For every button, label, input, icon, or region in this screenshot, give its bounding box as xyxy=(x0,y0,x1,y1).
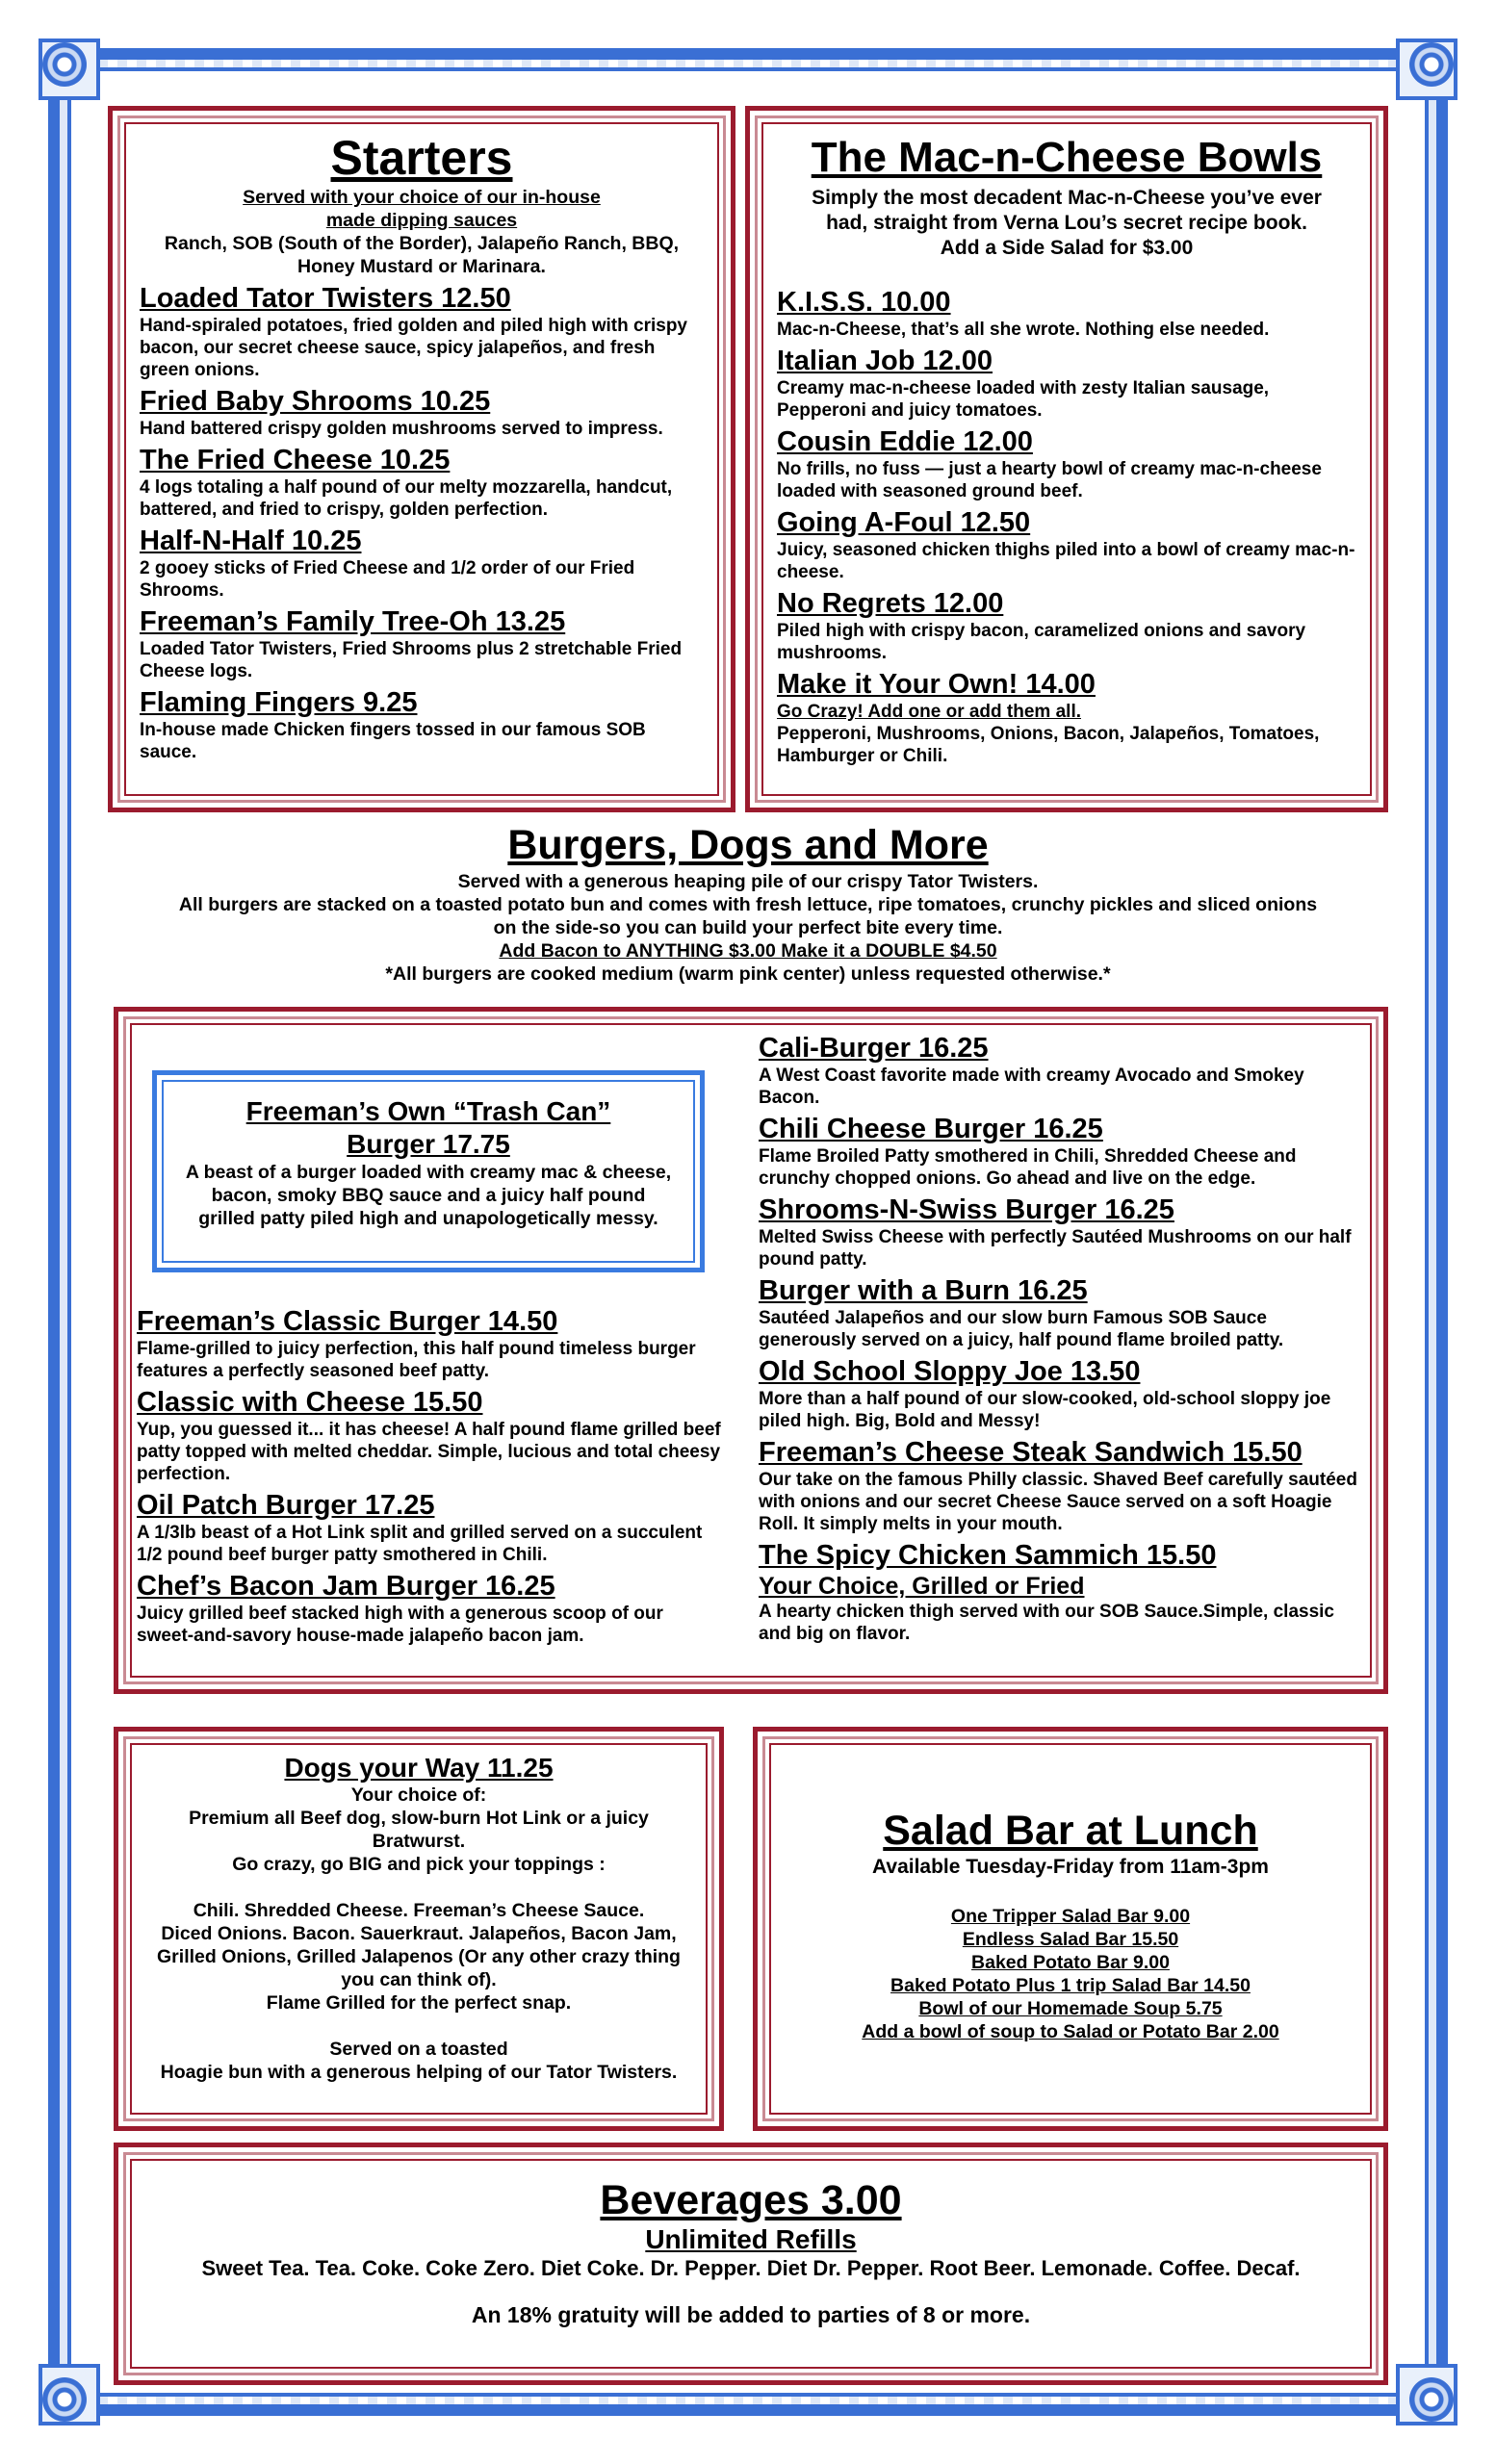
menu-item-description: Loaded Tator Twisters, Fried Shrooms plus 2 stretchable Fried Cheese logs. xyxy=(140,639,683,681)
salad-bar-item: One Tripper Salad Bar 9.00 xyxy=(950,1906,1191,1927)
menu-item-name: Flaming Fingers 9.25 xyxy=(140,687,418,718)
starters-sauce-list-2: Honey Mustard or Marinara. xyxy=(297,256,546,277)
trash-can-title: Freeman’s Own “Trash Can” xyxy=(245,1096,611,1126)
mac-intro-2: had, straight from Verna Lou’s secret recipe book. xyxy=(826,212,1307,234)
menu-item-description: Flame Broiled Patty smothered in Chili, Shredded Cheese and crunchy chopped onions. Go ahead and live on the edge. xyxy=(759,1146,1297,1189)
menu-item-name: Loaded Tator Twisters 12.50 xyxy=(140,283,511,314)
menu-item-name: Chili Cheese Burger 16.25 xyxy=(759,1114,1103,1144)
salad-bar-title: Salad Bar at Lunch xyxy=(883,1808,1258,1854)
menu-item-name: Half-N-Half 10.25 xyxy=(140,526,362,556)
burgers-intro-line: All burgers are stacked on a toasted potato bun and comes with fresh lettuce, ripe tomatoes, crunchy pickles and sliced onions xyxy=(178,894,1318,915)
dogs-line: Served on a toasted xyxy=(329,2039,508,2060)
menu-item-description: Hand-spiraled potatoes, fried golden and piled high with crispy bacon, our secret cheese sauce, spicy jalapeños, and fresh green onions. xyxy=(140,316,687,380)
dogs-toppings: Grilled Onions, Grilled Jalapenos (Or any other crazy thing xyxy=(157,1946,681,1967)
menu-item-name: The Spicy Chicken Sammich 15.50 xyxy=(759,1540,1217,1571)
gratuity-note: An 18% gratuity will be added to parties of 8 or more. xyxy=(471,2302,1031,2327)
menu-item-name: Classic with Cheese 15.50 xyxy=(137,1387,483,1418)
starters-list xyxy=(140,282,704,763)
beverages-spacer xyxy=(145,2282,1356,2301)
starters-sauce-intro-2: made dipping sauces xyxy=(325,210,518,231)
corner-medallion-icon xyxy=(1409,2377,1454,2422)
menu-item-name: Burger with a Burn 16.25 xyxy=(759,1275,1088,1306)
salad-bar-item: Baked Potato Bar 9.00 xyxy=(971,1952,1170,1973)
dogs-spacer xyxy=(145,2015,692,2038)
menu-item-name: No Regrets 12.00 xyxy=(777,588,1004,619)
menu-item-name: Italian Job 12.00 xyxy=(777,346,993,376)
menu-item-name: K.I.S.S. 10.00 xyxy=(777,287,951,318)
menu-item-description: In-house made Chicken fingers tossed in our famous SOB sauce. xyxy=(140,720,646,762)
mac-intro: Simply the most decadent Mac-n-Cheese you’ve ever xyxy=(812,187,1322,209)
menu-item-name: Freeman’s Cheese Steak Sandwich 15.50 xyxy=(759,1437,1303,1468)
menu-item-description: 4 logs totaling a half pound of our melty mozzarella, handcut, battered, and fried to crispy, golden perfection. xyxy=(140,477,673,520)
trash-can-price: Burger 17.75 xyxy=(347,1129,510,1159)
menu-item-name: Old School Sloppy Joe 13.50 xyxy=(759,1356,1141,1387)
mac-title: The Mac-n-Cheese Bowls xyxy=(811,134,1323,181)
mac-side-salad: Add a Side Salad for $3.00 xyxy=(940,237,1194,259)
salad-bar-item: Baked Potato Plus 1 trip Salad Bar 14.50 xyxy=(890,1975,1251,1996)
menu-item-name: Make it Your Own! 14.00 xyxy=(777,669,1096,700)
dogs-line: Premium all Beef dog, slow-burn Hot Link or a juicy xyxy=(189,1808,649,1829)
menu-item-description: Juicy, seasoned chicken thighs piled into a bowl of creamy mac-n-cheese. xyxy=(777,540,1355,582)
dogs-line: Go crazy, go BIG and pick your toppings : xyxy=(232,1854,606,1875)
menu-item-description: Mac-n-Cheese, that’s all she wrote. Nothing else needed. xyxy=(777,320,1270,340)
menu-item-description: Sautéed Jalapeños and our slow burn Famous SOB Sauce generously served on a juicy, half pound flame broiled patty. xyxy=(759,1308,1284,1350)
dogs-spacer xyxy=(145,1876,692,1899)
menu-item-description: Hand battered crispy golden mushrooms served to impress. xyxy=(140,419,663,439)
menu-item-description: A West Coast favorite made with creamy Avocado and Smokey Bacon. xyxy=(759,1065,1304,1108)
starters-sauce-list: Ranch, SOB (South of the Border), Jalapeño Ranch, BBQ, xyxy=(164,233,680,254)
dogs-line: Your choice of: xyxy=(350,1784,487,1806)
starters-sauce-intro: Served with your choice of our in-house xyxy=(243,187,601,208)
unlimited-refills: Unlimited Refills xyxy=(645,2224,857,2254)
menu-item-description: A hearty chicken thigh served with our SOB Sauce.Simple, classic and big on flavor. xyxy=(759,1602,1334,1644)
menu-item-name: Freeman’s Family Tree-Oh 13.25 xyxy=(140,606,566,637)
menu-item-description: A 1/3lb beast of a Hot Link split and grilled served on a succulent 1/2 pound beef burger patty smothered in Chili. xyxy=(137,1523,703,1565)
add-bacon-note: Add Bacon to ANYTHING $3.00 Make it a DOUBLE $4.50 xyxy=(499,940,997,962)
menu-item-description: Our take on the famous Philly classic. Shaved Beef carefully sautéed with onions and our secret Cheese Sauce served on a soft Hoagie Roll. It simply melts in your mouth. xyxy=(759,1470,1357,1534)
beverage-list: Sweet Tea. Tea. Coke. Coke Zero. Diet Coke. Dr. Pepper. Diet Dr. Pepper. Root Beer. Lemonade. Coffee. Decaf. xyxy=(201,2256,1301,2280)
menu-item-name: Fried Baby Shrooms 10.25 xyxy=(140,386,491,417)
menu-item-description: Pepperoni, Mushrooms, Onions, Bacon, Jalapeños, Tomatoes, Hamburger or Chili. xyxy=(777,724,1320,766)
corner-medallion-icon xyxy=(1409,42,1454,87)
mac-list xyxy=(777,286,1356,767)
dogs-line: Bratwurst. xyxy=(372,1831,466,1852)
menu-item-name: The Fried Cheese 10.25 xyxy=(140,445,451,475)
menu-item-description: Creamy mac-n-cheese loaded with zesty Italian sausage, Pepperoni and juicy tomatoes. xyxy=(777,378,1270,421)
menu-item-description: Piled high with crispy bacon, caramelized onions and savory mushrooms. xyxy=(777,621,1306,663)
menu-item-description: No frills, no fuss — just a hearty bowl of creamy mac-n-cheese loaded with seasoned ground beef. xyxy=(777,459,1322,501)
burgers-title: Burgers, Dogs and More xyxy=(507,822,989,868)
menu-item-name: Cousin Eddie 12.00 xyxy=(777,426,1033,457)
menu-item-name: Cali-Burger 16.25 xyxy=(759,1033,989,1064)
starters-title: Starters xyxy=(330,131,513,185)
corner-medallion-icon xyxy=(42,2377,87,2422)
burgers-intro xyxy=(116,820,1380,986)
salad-bar-item: Endless Salad Bar 15.50 xyxy=(962,1929,1179,1950)
menu-item-description: Melted Swiss Cheese with perfectly Sautéed Mushrooms on our half pound patty. xyxy=(759,1227,1352,1270)
burgers-intro-line: Served with a generous heaping pile of our crispy Tator Twisters. xyxy=(457,871,1039,892)
salad-bar-availability: Available Tuesday-Friday from 11am-3pm xyxy=(872,1856,1269,1878)
dogs-toppings: Diced Onions. Bacon. Sauerkraut. Jalapeños, Bacon Jam, xyxy=(161,1923,677,1944)
dogs-line: Flame Grilled for the perfect snap. xyxy=(266,1992,572,2014)
salad-bar-item: Bowl of our Homemade Soup 5.75 xyxy=(918,1998,1223,2019)
burgers-left-list xyxy=(137,1301,724,1647)
trash-can-description: A beast of a burger loaded with creamy mac & cheese, bacon, smoky BBQ sauce and a juicy half pound grilled patty piled high and unapologetically messy. xyxy=(185,1162,672,1229)
burgers-right-list xyxy=(759,1028,1363,1645)
beverages-title: Beverages 3.00 xyxy=(600,2177,902,2223)
menu-item-subline: Your Choice, Grilled or Fried xyxy=(759,1573,1085,1600)
corner-medallion-icon xyxy=(42,42,87,87)
menu-item-description: Juicy grilled beef stacked high with a generous scoop of our sweet-and-savory house-made jalapeño bacon jam. xyxy=(137,1604,663,1646)
mac-n-cheese-panel xyxy=(745,106,1388,812)
dogs-title: Dogs your Way 11.25 xyxy=(284,1753,554,1783)
menu-item-name: Shrooms-N-Swiss Burger 16.25 xyxy=(759,1194,1174,1225)
menu-item-name: Freeman’s Classic Burger 14.50 xyxy=(137,1306,558,1337)
burgers-cook-note: *All burgers are cooked medium (warm pink center) unless requested otherwise.* xyxy=(385,963,1111,985)
menu-item-name: Oil Patch Burger 17.25 xyxy=(137,1490,435,1521)
menu-item-description: More than a half pound of our slow-cooked, old-school sloppy joe piled high. Big, Bold and Messy! xyxy=(759,1389,1331,1431)
dogs-toppings: you can think of). xyxy=(341,1969,497,1990)
menu-item-subline: Go Crazy! Add one or add them all. xyxy=(777,702,1081,722)
menu-item-description: Flame-grilled to juicy perfection, this half pound timeless burger features a perfectly seasoned beef patty. xyxy=(137,1339,696,1381)
trash-can-feature-box xyxy=(152,1070,705,1272)
menu-item-name: Chef’s Bacon Jam Burger 16.25 xyxy=(137,1571,555,1602)
salad-bar-panel xyxy=(753,1727,1388,2131)
dogs-toppings: Chili. Shredded Cheese. Freeman’s Cheese Sauce. xyxy=(193,1900,645,1921)
menu-item-description: 2 gooey sticks of Fried Cheese and 1/2 order of our Fried Shrooms. xyxy=(140,558,635,601)
burgers-intro-line: on the side-so you can build your perfect bite every time. xyxy=(493,917,1003,938)
dogs-panel xyxy=(114,1727,724,2131)
salad-bar-item: Add a bowl of soup to Salad or Potato Bar 2.00 xyxy=(862,2021,1279,2042)
menu-item-description: Yup, you guessed it... it has cheese! A half pound flame grilled beef patty topped with melted cheddar. Simple, lucious and total cheesy perfection. xyxy=(137,1420,721,1484)
starters-panel xyxy=(108,106,735,812)
dogs-line: Hoagie bun with a generous helping of our Tator Twisters. xyxy=(160,2062,678,2083)
menu-item-name: Going A-Foul 12.50 xyxy=(777,507,1031,538)
beverages-panel xyxy=(114,2143,1388,2385)
